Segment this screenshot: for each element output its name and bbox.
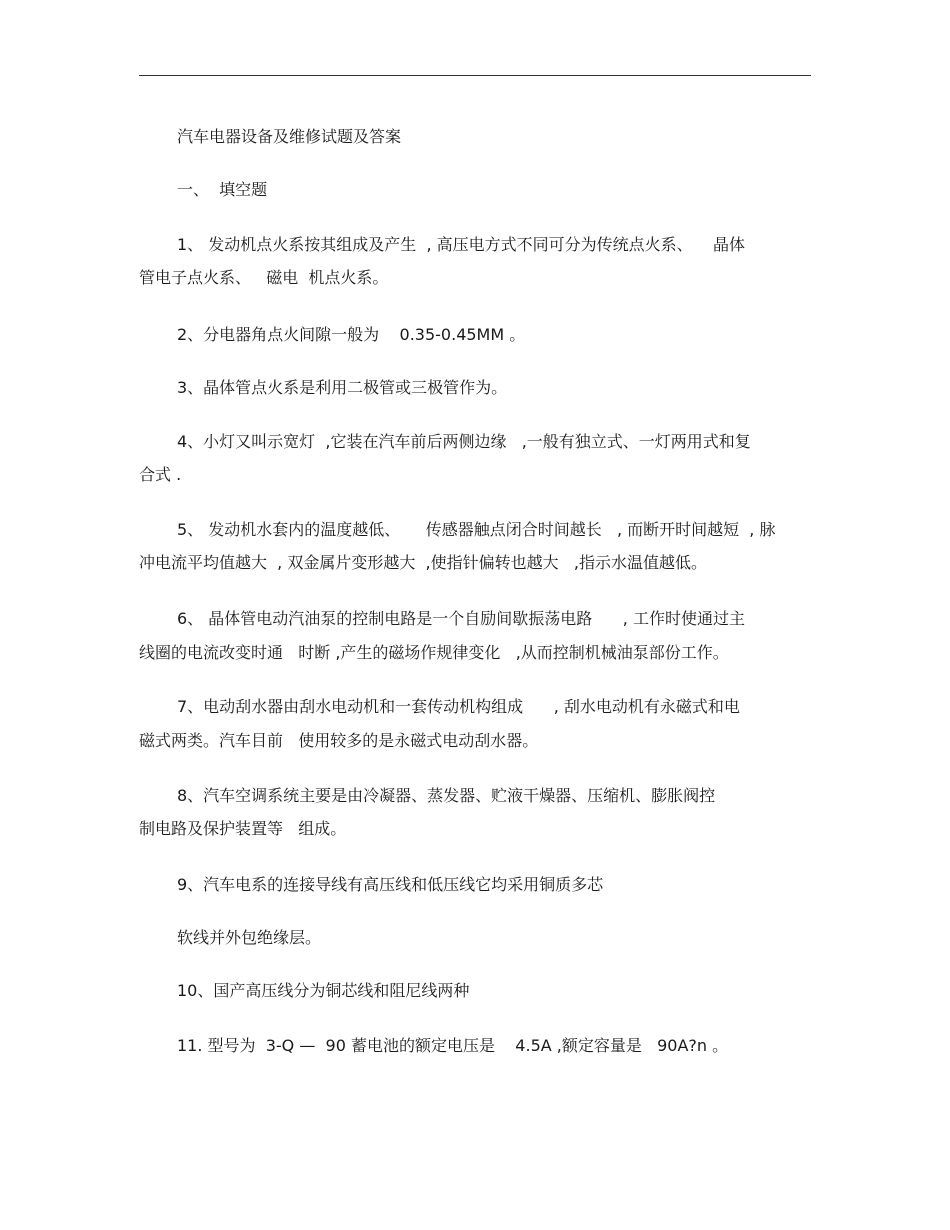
- paragraph-7-line-2: 磁式两类。汽车目前 使用较多的是永磁式电动刮水器。: [139, 731, 539, 750]
- paragraph-6-line-2: 线圈的电流改变时通 时断 ,产生的磁场作规律变化 ,从而控制机械油泵部份工作。: [139, 643, 729, 662]
- paragraph-4-line-1: 4、小灯又叫示宽灯 ,它装在汽车前后两侧边缘 ,一般有独立式、一灯两用式和复: [177, 432, 751, 451]
- paragraph-8-line-2: 制电路及保护装置等 组成。: [139, 819, 347, 838]
- paragraph-1-line-2: 管电子点火系、 磁电 机点火系。: [139, 268, 389, 287]
- paragraph-11-line-1: 10、国产高压线分为铜芯线和阻尼线两种: [177, 981, 470, 1000]
- paragraph-7-line-1: 7、电动刮水器由刮水电动机和一套传动机构组成 , 刮水电动机有永磁式和电: [177, 697, 740, 716]
- paragraph-3-line-1: 3、晶体管点火系是利用二极管或三极管作为。: [177, 378, 508, 397]
- paragraph-12-line-1: 11. 型号为 3-Q — 90 蓄电池的额定电压是 4.5A ,额定容量是 90A?n 。: [177, 1036, 729, 1055]
- paragraph-9-line-1: 9、汽车电系的连接导线有高压线和低压线它均采用铜质多芯: [177, 875, 604, 894]
- document-title: 汽车电器设备及维修试题及答案: [177, 127, 402, 146]
- paragraph-1-line-1: 1、 发动机点火系按其组成及产生 , 高压电方式不同可分为传统点火系、 晶体: [177, 235, 745, 254]
- paragraph-10-line-1: 软线并外包绝缘层。: [177, 928, 322, 947]
- paragraph-4-line-2: 合式 .: [139, 465, 182, 484]
- paragraph-5-line-2: 冲电流平均值越大 , 双金属片变形越大 ,使指针偏转也越大 ,指示水温值越低。: [139, 553, 707, 572]
- paragraph-6-line-1: 6、 晶体管电动汽油泵的控制电路是一个自励间歇振荡电路 , 工作时使通过主: [177, 609, 745, 628]
- paragraph-5-line-1: 5、 发动机水套内的温度越低、 传感器触点闭合时间越长 , 而断开时间越短 , 脉: [177, 520, 776, 539]
- section-heading: 一、 填空题: [177, 180, 268, 199]
- header-rule: [139, 75, 811, 76]
- paragraph-8-line-1: 8、汽车空调系统主要是由冷凝器、蒸发器、贮液干燥器、压缩机、膨胀阀控: [177, 786, 716, 805]
- paragraph-2-line-1: 2、分电器角点火间隙一般为 0.35-0.45MM 。: [177, 325, 526, 344]
